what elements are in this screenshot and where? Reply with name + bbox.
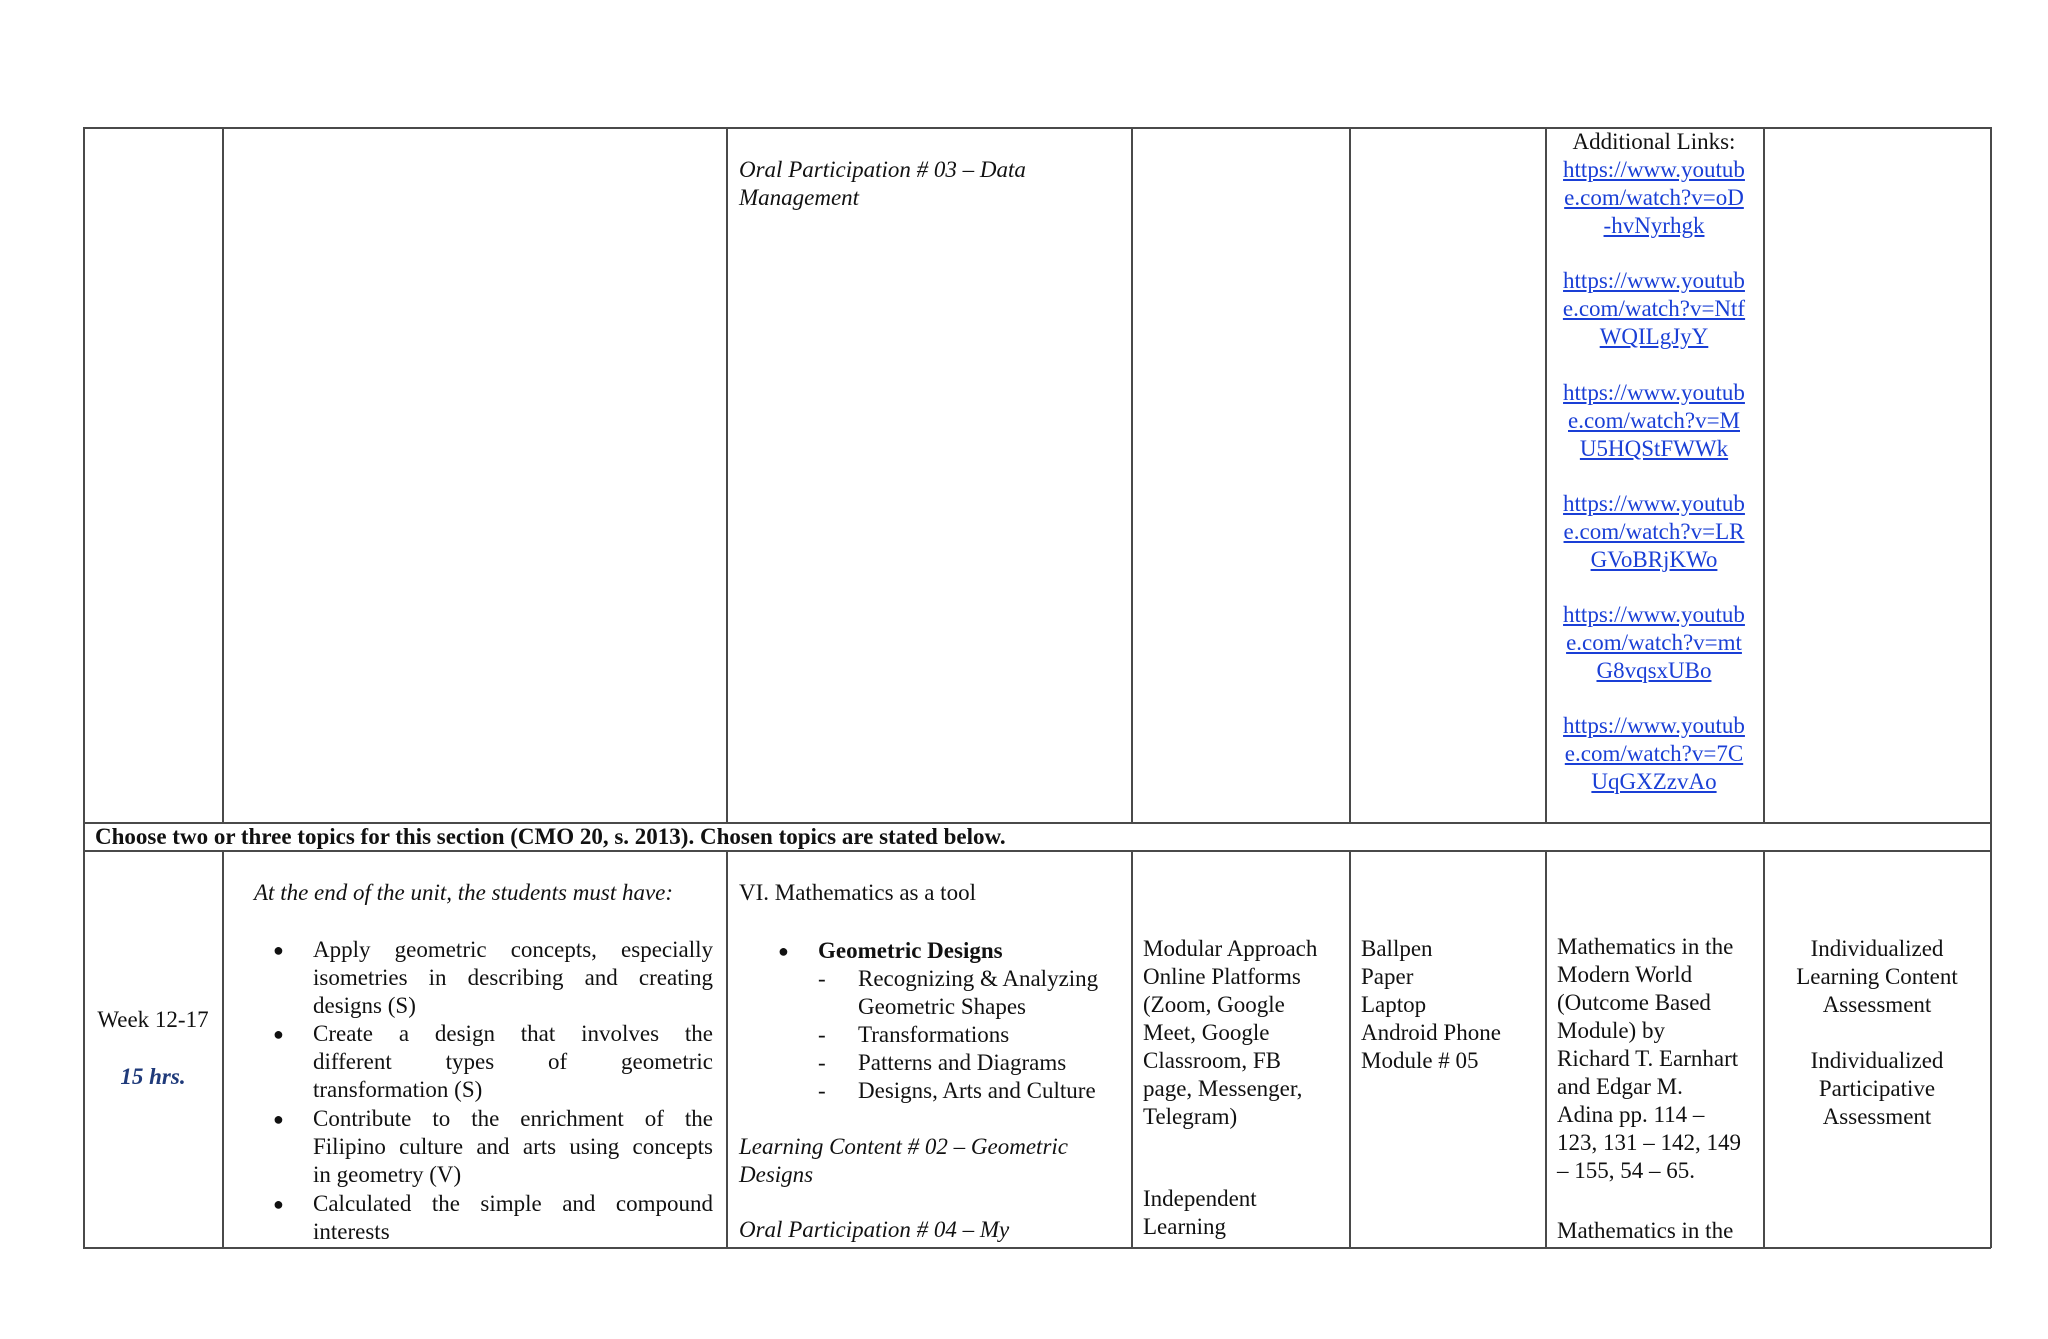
- text-line: page, Messenger,: [1143, 1076, 1303, 1101]
- dash-icon: -: [818, 1078, 826, 1103]
- outcomes-intro: At the end of the unit, the students must have:: [254, 880, 674, 905]
- content-heading: VI. Mathematics as a tool: [739, 880, 976, 905]
- dash-icon: -: [818, 1022, 826, 1047]
- text-line: Richard T. Earnhart: [1557, 1046, 1739, 1071]
- link-line[interactable]: G8vqsxUBo: [1596, 658, 1712, 683]
- additional-links-label: Additional Links:: [1572, 129, 1736, 154]
- text-line: Geometric Shapes: [858, 994, 1026, 1019]
- text-line: Meet, Google: [1143, 1020, 1270, 1045]
- text-line: isometries in describing and creating: [313, 965, 713, 990]
- link-line[interactable]: https://www.youtub: [1563, 602, 1745, 627]
- content-topic: Geometric Designs: [818, 938, 1003, 963]
- bullet-icon: ●: [778, 941, 789, 961]
- link-line[interactable]: e.com/watch?v=M: [1568, 408, 1740, 433]
- column-divider: [1131, 850, 1133, 1247]
- bullet-icon: ●: [273, 1024, 284, 1044]
- dash-icon: -: [818, 966, 826, 991]
- text-line: Module # 05: [1361, 1048, 1479, 1073]
- link-line[interactable]: e.com/watch?v=Ntf: [1562, 296, 1746, 321]
- text-line: Mathematics in the: [1557, 934, 1734, 959]
- link-line[interactable]: WQILgJyY: [1599, 324, 1709, 349]
- text-line: Learning Content # 02 – Geometric: [739, 1134, 1068, 1159]
- text-line: interests: [313, 1219, 390, 1244]
- link-line[interactable]: https://www.youtub: [1563, 380, 1745, 405]
- column-divider: [222, 850, 224, 1247]
- text-line: transformation (S): [313, 1077, 483, 1102]
- column-divider: [222, 127, 224, 822]
- link-line[interactable]: UqGXZzvAo: [1591, 769, 1717, 794]
- link-line[interactable]: -hvNyrhgk: [1603, 213, 1705, 238]
- text-line: 123, 131 – 142, 149: [1557, 1130, 1741, 1155]
- bullet-icon: ●: [273, 1194, 284, 1214]
- text-line: in geometry (V): [313, 1162, 462, 1187]
- text-line: Learning Content: [1796, 964, 1958, 989]
- text-line: and Edgar M.: [1557, 1074, 1683, 1099]
- column-divider: [1545, 850, 1547, 1247]
- text-line: Android Phone: [1361, 1020, 1501, 1045]
- text-line: Ballpen: [1361, 936, 1433, 961]
- text-line: Classroom, FB: [1143, 1048, 1282, 1073]
- week-label: Week 12-17: [97, 1007, 209, 1032]
- link-line[interactable]: https://www.youtub: [1563, 268, 1745, 293]
- text-line: Participative: [1818, 1076, 1936, 1101]
- text-line: Module) by: [1557, 1018, 1665, 1043]
- text-line: (Outcome Based: [1557, 990, 1711, 1015]
- column-divider: [1131, 127, 1133, 822]
- column-divider: [726, 127, 728, 822]
- table-border-right: [1990, 127, 1992, 1248]
- text-line: designs (S): [313, 993, 416, 1018]
- text-line: Independent: [1143, 1186, 1257, 1211]
- text-line: Adina pp. 114 –: [1557, 1102, 1705, 1127]
- dash-icon: -: [818, 1050, 826, 1075]
- text-line: Designs, Arts and Culture: [858, 1078, 1096, 1103]
- text-line: Contribute to the enrichment of the: [313, 1106, 713, 1131]
- text-line: Telegram): [1143, 1104, 1238, 1129]
- text-line: Oral Participation # 03 – Data: [739, 157, 1026, 182]
- column-divider: [1349, 850, 1351, 1247]
- oral-participation-04: Oral Participation # 04 – My: [739, 1217, 1010, 1242]
- text-line: Patterns and Diagrams: [858, 1050, 1067, 1075]
- text-line: Laptop: [1361, 992, 1427, 1017]
- link-line[interactable]: U5HQStFWWk: [1579, 436, 1729, 461]
- link-line[interactable]: https://www.youtub: [1563, 491, 1745, 516]
- link-line[interactable]: e.com/watch?v=oD: [1564, 185, 1744, 210]
- text-line: Recognizing & Analyzing: [858, 966, 1099, 991]
- text-line: – 155, 54 – 65.: [1557, 1158, 1695, 1183]
- column-divider: [726, 850, 728, 1247]
- bullet-icon: ●: [273, 1109, 284, 1129]
- bullet-icon: ●: [273, 940, 284, 960]
- text-line: Online Platforms: [1143, 964, 1301, 989]
- text-line: Calculated the simple and compound: [313, 1191, 713, 1216]
- text-line: Mathematics in the: [1557, 1218, 1734, 1243]
- link-line[interactable]: GVoBRjKWo: [1590, 547, 1718, 572]
- link-line[interactable]: e.com/watch?v=LR: [1563, 519, 1745, 544]
- section-note: Choose two or three topics for this section (CMO 20, s. 2013). Chosen topics are stated below.: [95, 824, 1006, 849]
- text-line: Designs: [739, 1162, 814, 1187]
- text-line: Assessment: [1822, 992, 1932, 1017]
- text-line: Filipino culture and arts using concepts: [313, 1134, 713, 1159]
- text-line: (Zoom, Google: [1143, 992, 1285, 1017]
- text-line: Modern World: [1557, 962, 1693, 987]
- text-line: Create a design that involves the: [313, 1021, 713, 1046]
- text-line: Transformations: [858, 1022, 1010, 1047]
- text-line: Modular Approach: [1143, 936, 1318, 961]
- table-border-bottom: [83, 1247, 1991, 1249]
- text-line: Apply geometric concepts, especially: [313, 937, 713, 962]
- text-line: Paper: [1361, 964, 1414, 989]
- link-line[interactable]: e.com/watch?v=mt: [1566, 630, 1742, 655]
- column-divider: [1763, 127, 1765, 822]
- text-line: Individualized: [1810, 936, 1944, 961]
- text-line: Assessment: [1822, 1104, 1932, 1129]
- text-line: different types of geometric: [313, 1049, 713, 1074]
- link-line[interactable]: https://www.youtub: [1563, 713, 1745, 738]
- text-line: Learning: [1143, 1214, 1227, 1239]
- link-line[interactable]: https://www.youtub: [1563, 157, 1745, 182]
- hours-label: 15 hrs.: [120, 1064, 186, 1089]
- column-divider: [1349, 127, 1351, 822]
- text-line: Management: [739, 185, 860, 210]
- text-line: Individualized: [1810, 1048, 1944, 1073]
- link-line[interactable]: e.com/watch?v=7C: [1564, 741, 1744, 766]
